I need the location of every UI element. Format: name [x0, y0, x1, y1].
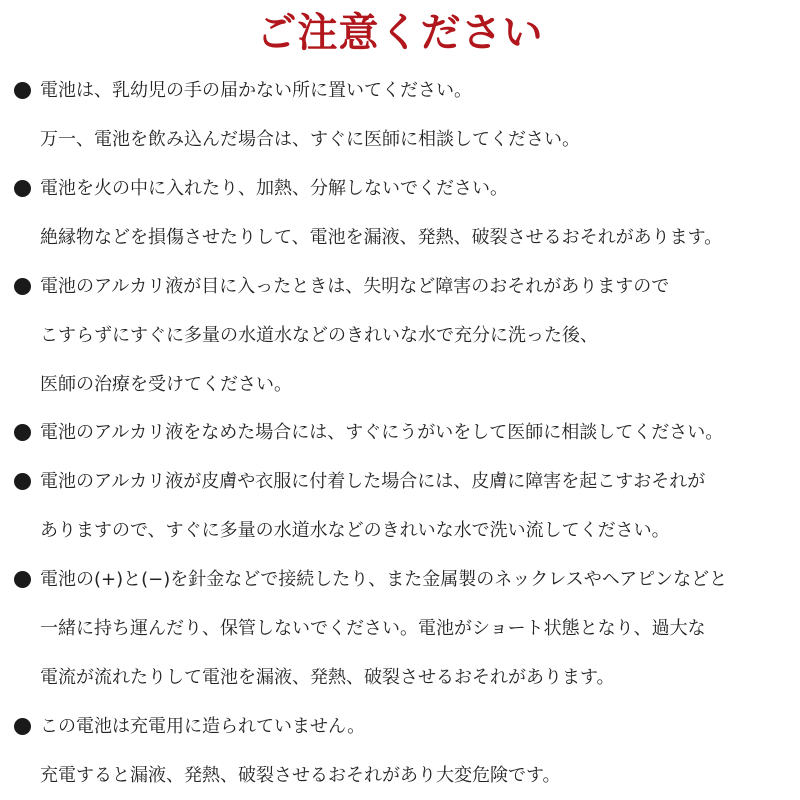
page-title: ご注意ください: [256, 10, 544, 56]
notice-line: 絶縁物などを損傷させたりして、電池を漏液、発熱、破裂させるおそれがあります。: [40, 227, 723, 248]
notice-line: 電流が流れたりして電池を漏液、発熱、破裂させるおそれがあります。: [40, 667, 615, 688]
notice-line: 医師の治療を受けてください。: [40, 374, 292, 395]
bullet-icon: [14, 180, 31, 197]
notice-line: 一緒に持ち運んだり、保管しないでください。電池がショート状態となり、過大な: [40, 618, 706, 639]
notice-line: 電池は、乳幼児の手の届かない所に置いてください。: [40, 80, 472, 101]
notice-line: ありますので、すぐに多量の水道水などのきれいな水で洗い流してください。: [40, 520, 670, 541]
bullet-icon: [14, 278, 31, 295]
notice-line: 充電すると漏液、発熱、破裂させるおそれがあり大変危険です。: [40, 765, 561, 786]
notice-line: 電池のアルカリ液が目に入ったときは、失明など障害のおそれがありますので: [40, 276, 670, 297]
bullet-icon: [14, 718, 31, 735]
bullet-icon: [14, 571, 31, 588]
notice-line: こすらずにすぐに多量の水道水などのきれいな水で充分に洗った後、: [40, 325, 598, 346]
notice-line: 電池を火の中に入れたり、加熱、分解しないでください。: [40, 178, 508, 199]
notice-line: 電池のアルカリ液をなめた場合には、すぐにうがいをして医師に相談してください。: [40, 422, 724, 443]
bullet-icon: [14, 473, 31, 490]
notice-line: この電池は充電用に造られていません。: [40, 716, 366, 737]
notice-line: 電池のアルカリ液が皮膚や衣服に付着した場合には、皮膚に障害を起こすおそれが: [40, 471, 706, 492]
bullet-icon: [14, 424, 31, 441]
notice-line: 電池の(+)と(−)を針金などで接続したり、また金属製のネックレスやヘアピンなどと: [40, 569, 728, 590]
bullet-icon: [14, 82, 31, 99]
notice-line: 万一、電池を飲み込んだ場合は、すぐに医師に相談してください。: [40, 129, 580, 150]
